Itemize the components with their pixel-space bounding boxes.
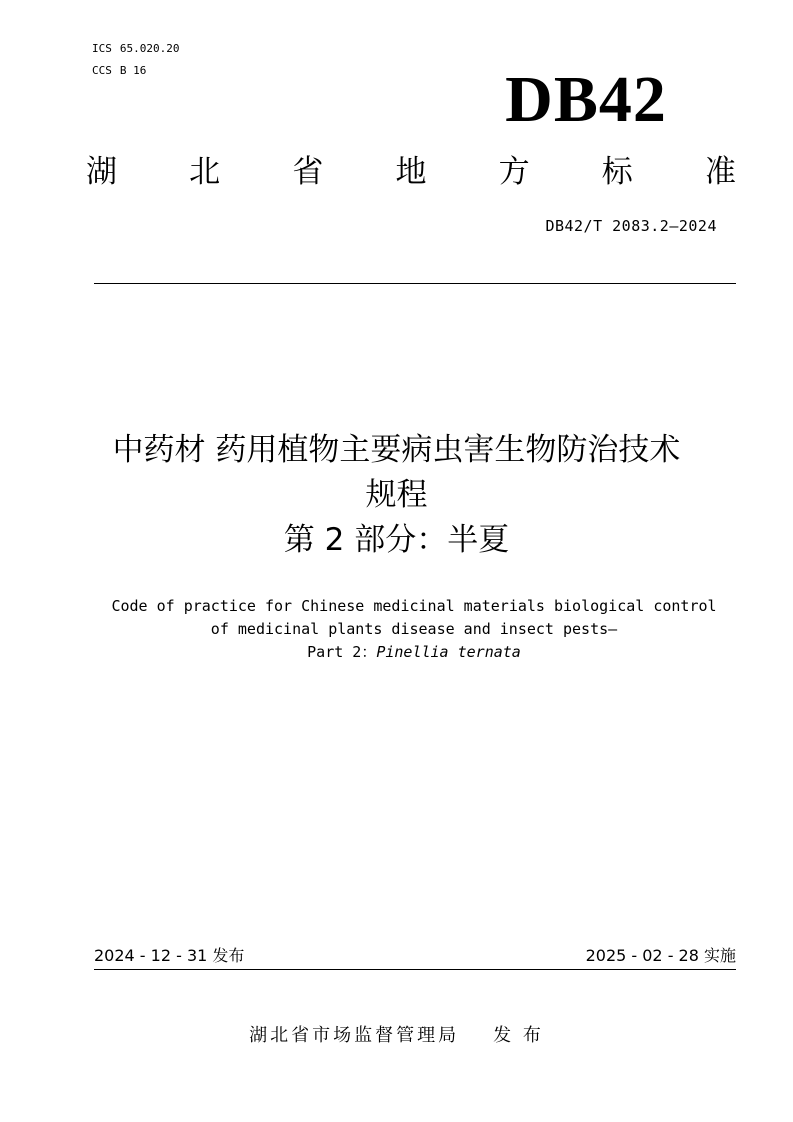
english-title-line: of medicinal plants disease and insect pests— (210, 620, 618, 638)
standard-kind-char: 方 (498, 154, 530, 190)
standard-kind-char: 湖 (86, 154, 117, 190)
standard-kind-heading (86, 148, 736, 196)
ics-code (92, 38, 179, 60)
ics-label: ICS (92, 42, 112, 55)
top-divider (94, 283, 736, 284)
standard-kind-char: 标 (601, 154, 633, 190)
implementation-date: 2025 - 02 - 28 实施 (585, 946, 736, 965)
chinese-title-line: 中药材 药用植物主要病虫害生物防治技术 (112, 432, 681, 468)
english-title (0, 595, 793, 664)
chinese-title-line: 规程 (365, 477, 428, 513)
classification-codes (92, 38, 179, 82)
standard-kind-char: 准 (704, 154, 736, 190)
english-title-part: Part 2： (307, 643, 377, 661)
bottom-divider (94, 969, 736, 970)
ics-value: 65.020.20 (119, 42, 180, 55)
chinese-title (0, 428, 793, 563)
release-date: 2024 - 12 - 31 发布 (94, 946, 245, 965)
ccs-code (92, 60, 179, 82)
standard-number: DB42/T 2083.2—2024 (545, 217, 717, 235)
standard-kind-char: 省 (292, 154, 324, 190)
publisher-line (0, 1022, 793, 1050)
english-title-line (0, 641, 793, 664)
standard-kind-char: 北 (189, 154, 221, 190)
publisher-name: 湖北省市场监督管理局 (249, 1025, 460, 1046)
english-title-line: Code of practice for Chinese medicinal materials biological control (111, 597, 717, 615)
standard-kind-char: 地 (395, 154, 427, 190)
chinese-title-line: 第 2 部分：半夏 (283, 522, 510, 558)
publish-label: 发 布 (493, 1025, 544, 1046)
standard-logo: DB42 (505, 63, 667, 136)
date-row (94, 944, 736, 968)
ccs-label: CCS (92, 64, 112, 77)
ccs-value: B 16 (119, 64, 147, 77)
species-name: Pinellia ternata (376, 643, 521, 661)
